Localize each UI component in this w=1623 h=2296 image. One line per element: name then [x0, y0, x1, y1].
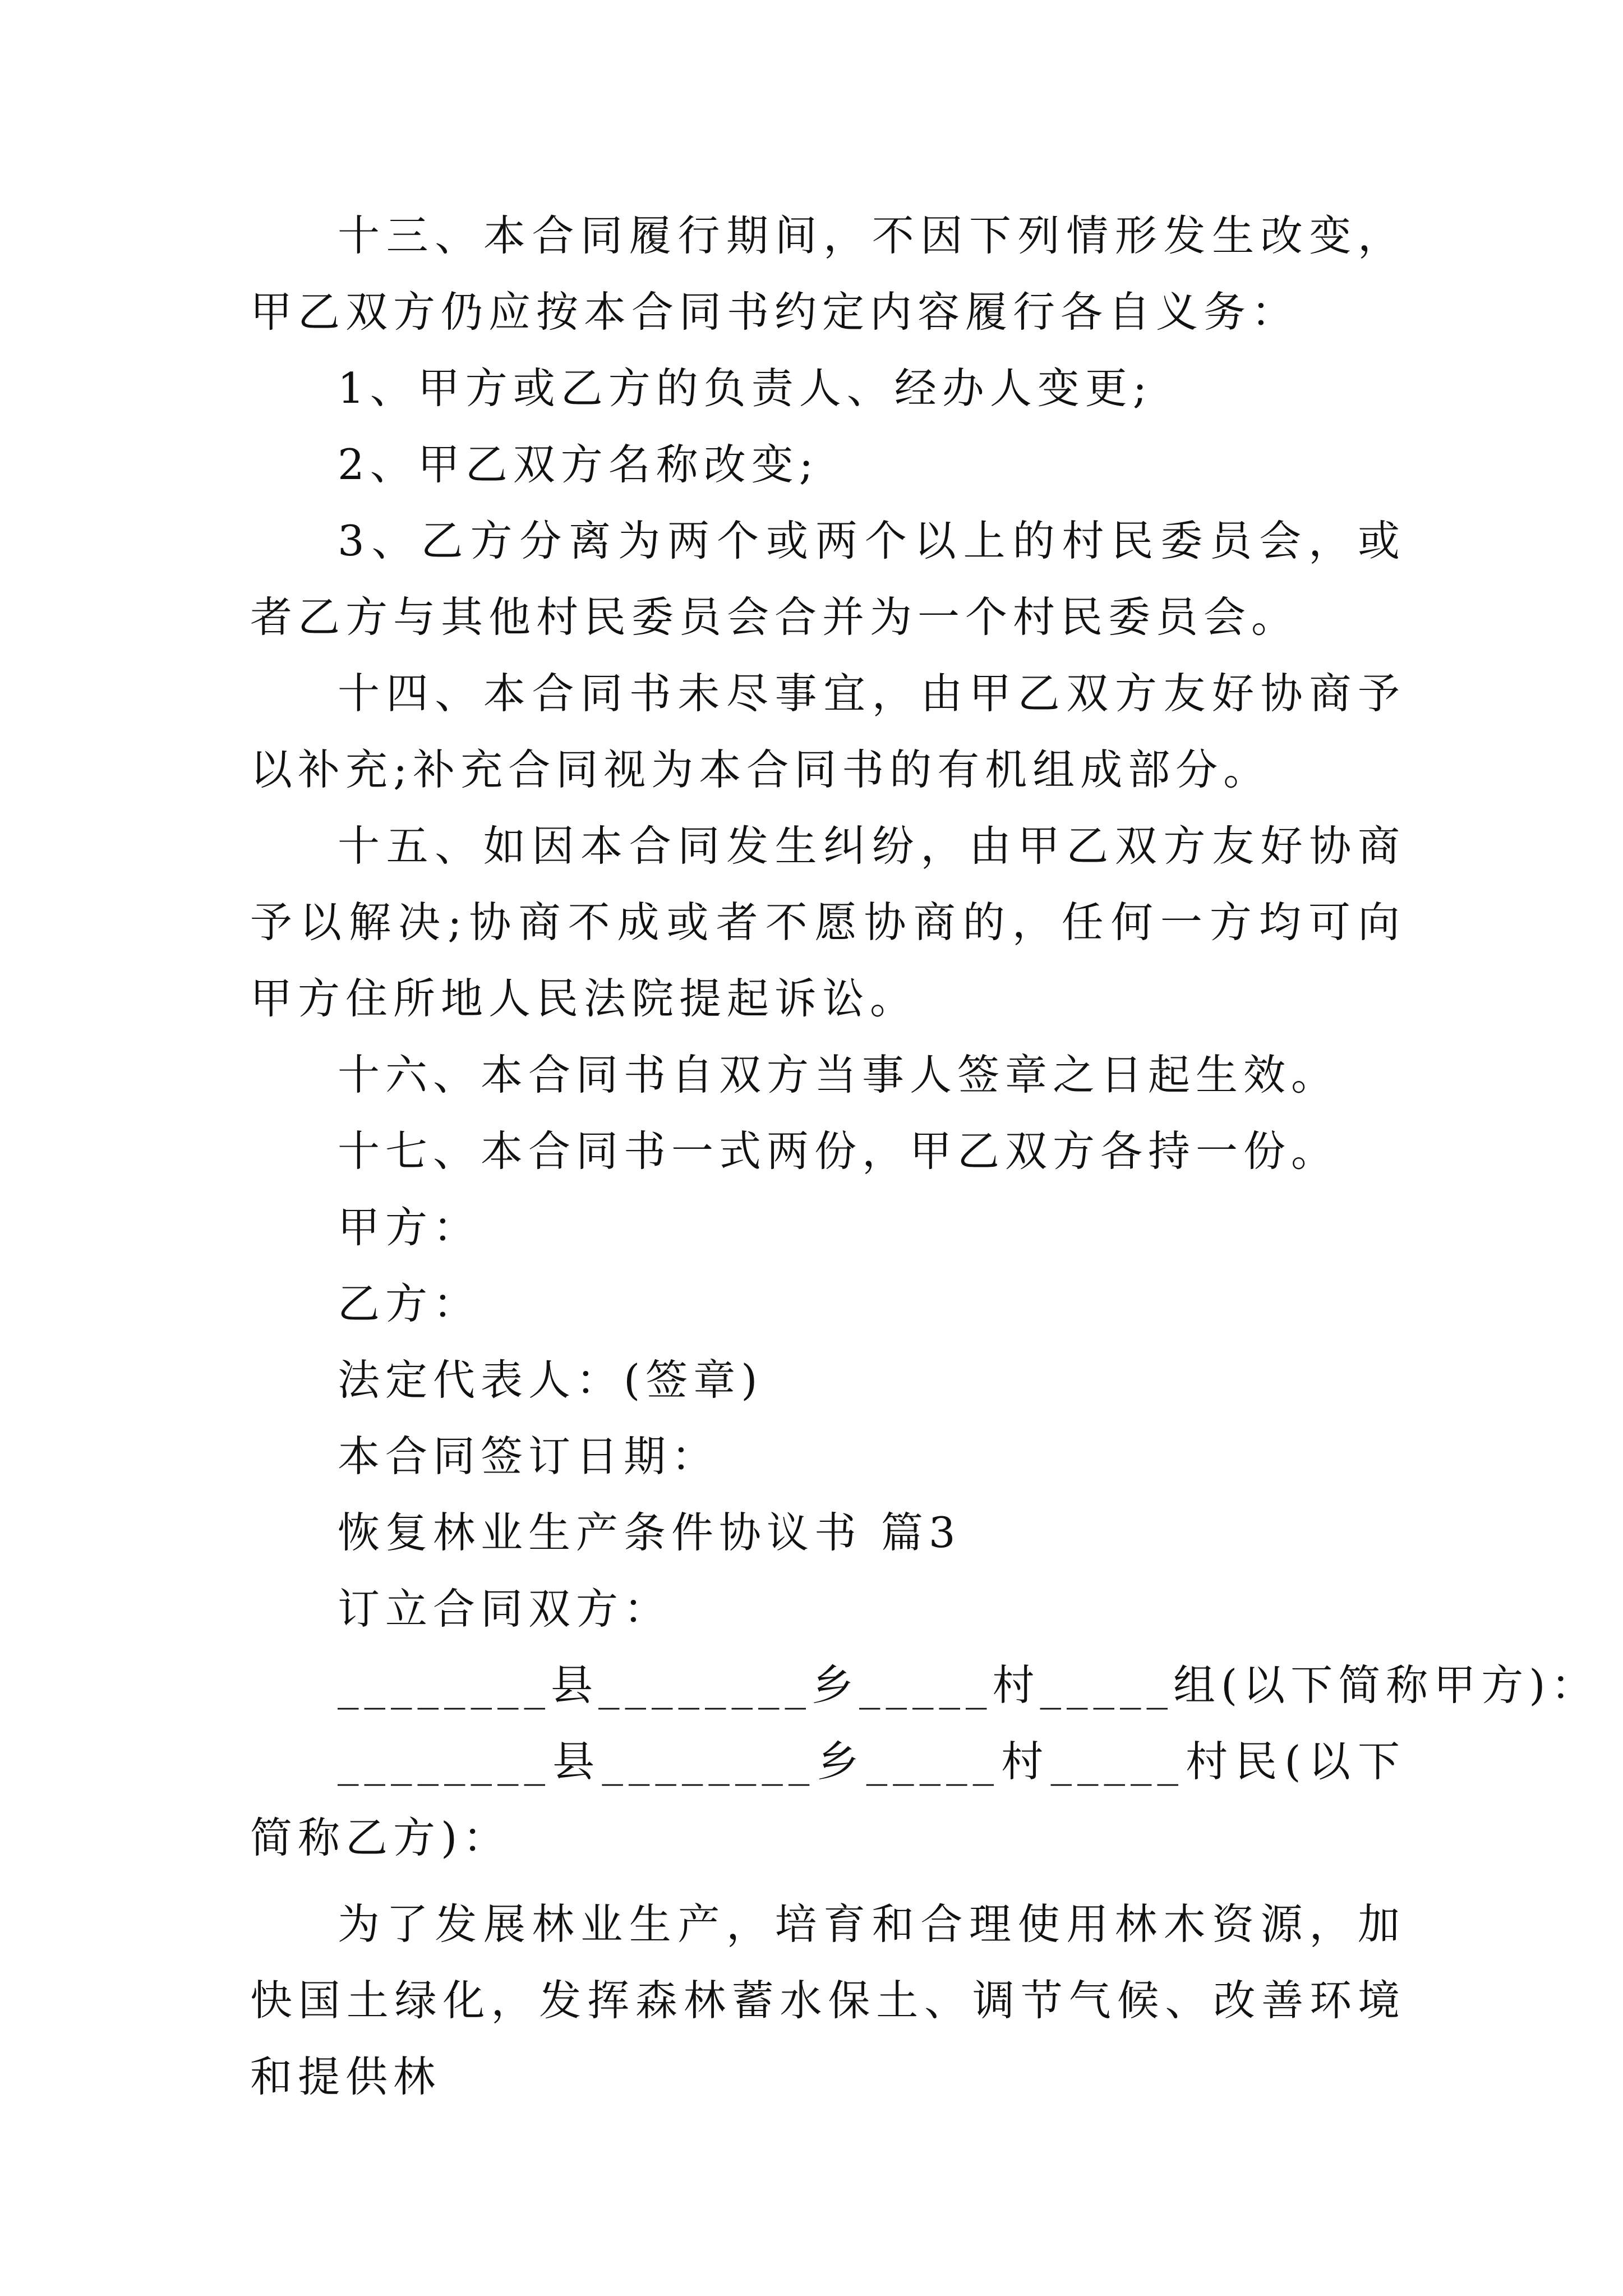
- document-body: [250, 197, 1599, 2115]
- clause-14: 十四、本合同书未尽事宜，由甲乙双方友好协商予以补充;补充合同视为本合同书的有机组成部分。: [250, 669, 1405, 794]
- clause-13: 十三、本合同履行期间，不因下列情形发生改变，甲乙双方仍应按本合同书约定内容履行各自义务：: [250, 211, 1405, 337]
- clause-17: 十七、本合同书一式两份，甲乙双方各持一份。: [338, 1126, 1339, 1176]
- clause-15: 十五、如因本合同发生纠纷，由甲乙双方友好协商予以解决;协商不成或者不愿协商的，任何一方均可向甲方住所地人民法院提起诉讼。: [250, 821, 1405, 1023]
- clause-13-item-3: 3、乙方分离为两个或两个以上的村民委员会，或者乙方与其他村民委员会合并为一个村民委员会。: [250, 516, 1405, 642]
- party-a-address-line: ________县________乡_____村_____组(以下简称甲方)：: [338, 1660, 1599, 1710]
- purpose-paragraph: 为了发展林业生产，培育和合理使用林木资源，加快国土绿化，发挥森林蓄水保土、调节气候、改善环境和提供林: [250, 1899, 1405, 2101]
- party-a-signature-line: 甲方：: [338, 1203, 481, 1252]
- party-b-address-line: ________县________乡_____村_____村民(以下简称乙方)：: [250, 1737, 1405, 1862]
- clause-13-item-2: 2、甲乙双方名称改变;: [338, 440, 819, 489]
- clause-13-item-1: 1、甲方或乙方的负责人、经办人变更;: [338, 364, 1152, 413]
- signing-date-line: 本合同签订日期：: [338, 1432, 720, 1481]
- clause-16: 十六、本合同书自双方当事人签章之日起生效。: [338, 1050, 1339, 1099]
- legal-representative-line: 法定代表人：(签章): [338, 1355, 763, 1405]
- section-title: 恢复林业生产条件协议书 篇3: [338, 1508, 961, 1557]
- contract-parties-heading: 订立合同双方：: [338, 1584, 672, 1634]
- paragraph-spacer: [250, 1876, 1405, 1886]
- party-b-signature-line: 乙方：: [338, 1279, 481, 1328]
